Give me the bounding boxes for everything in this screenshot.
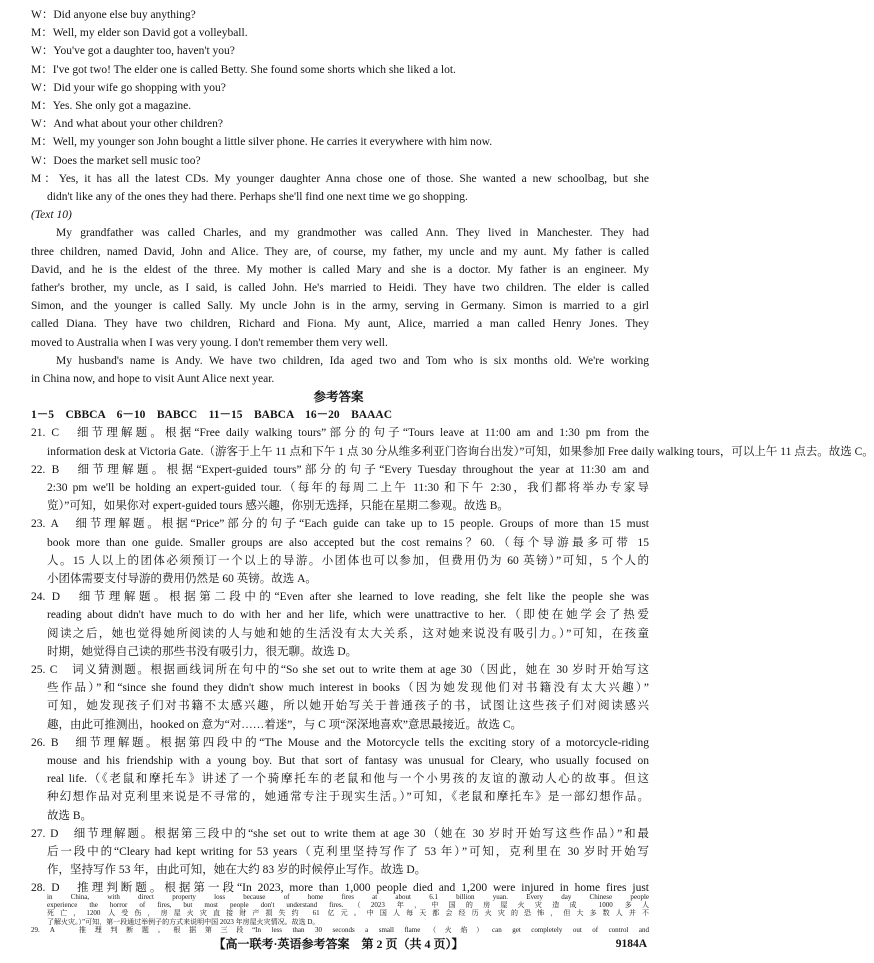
text10-label: (Text 10) (31, 209, 72, 221)
explanation-line: 27. D 细节理解题。根据第三段中的“she set out to write them at age 30（她在 30 岁时开始写这些作品）”和最 (31, 828, 649, 840)
explanation-line: 23. A 细节理解题。根据“Price”部分的句子“Each guide can take up to 15 people. Groups of more than 15 must (31, 518, 649, 530)
explanation-line: 2:30 pm we'll be holding an expert-guided tour.（每年的每周二上午 11:30 和下午 2:30，我们都将举办专家导 (47, 482, 649, 494)
explanation-line: 时期，她觉得自己读的那些书没有吸引力，很无聊。故选 D。 (47, 646, 358, 658)
explanation-line: 29. A 推理判断题。根据第三段“In less than 30 seconds a small flame（火焰）can get completely out of control and (31, 925, 649, 934)
explanation-line: 24. D 细节理解题。根据第二段中的“Even after she learned to love reading, she felt like the people she was (31, 591, 649, 603)
explanation-line: mouse and his friendship with a young boy. But that sort of fantasy was unusual for Cleary, who usually focused on (47, 755, 649, 767)
explanation-line: reading about didn't have much to do with her and her life, which were unattractive to her.（即使在她学会了热爱 (47, 609, 649, 621)
explanation-line: experience the horror of fires, but most people don't understand fires.（2023 年，中国的房屋火灾造成 1000 多人 (47, 901, 649, 910)
text10-line: My husband's name is Andy. We have two children, Ida aged two and Tom who is six months old. We're working (56, 355, 649, 367)
explanation-line: 阅读之后，她也觉得她所阅读的人与她和她的生活没有太大关系，这对她来说没有吸引力。）”可知，在孩童 (47, 628, 649, 640)
dialogue-line: W：Does the market sell music too? (31, 155, 201, 167)
explanation-line: 作，坚持写作 53 年，由此可知，她在大约 83 岁的时候停止写作。故选 D。 (47, 864, 427, 876)
explanation-line: 人。15 人以上的团体必须预订一个以上的导游。小团体也可以参加，但费用仍为 60 英镑）”可知，5 个人的 (47, 555, 649, 567)
explanation-line: 21. C 细节理解题。根据“Free daily walking tours”部分的句子“Tours leave at 11:00 am and 1:30 pm from the (31, 427, 649, 439)
explanation-line: real life.（《老鼠和摩托车》讲述了一个骑摩托车的老鼠和他与一个小男孩的友谊的激动人心的故事。但这 (47, 773, 649, 785)
text10-line: father's brother, my uncle, as I said, is called John. He's married to Heidi. They have two children. The elder is called (31, 282, 649, 294)
text10-line: moved to Australia when I was very young. I don't remember them very well. (31, 337, 388, 349)
explanation-line: in China, with direct property loss because of home fires at about 6.1 billion yuan. Every day Chinese people (47, 893, 649, 901)
dialogue-line: W：Did your wife go shopping with you? (31, 82, 226, 94)
answers-title: 参考答案 (313, 390, 364, 404)
dialogue-line: W：You've got a daughter too, haven't you? (31, 45, 235, 57)
text10-line: My grandfather was called Charles, and my grandmother was called Ann. They lived in Manchester. They had (56, 227, 649, 239)
dialogue-line: W：Did anyone else buy anything? (31, 9, 196, 21)
explanation-line: 死亡，1200 人受伤，房屋火灾直接财产损失约 61 亿元。中国人每天都会经历火灾的恐怖，但大多数人并不 (47, 909, 649, 918)
explanation-line: 种幻想作品对克利里来说是不寻常的，她通常专注于现实生活。）”可知，《老鼠和摩托车》是一部幻想作品。 (47, 791, 649, 803)
page-footer (0, 935, 677, 955)
explanation-line: 览）”可知，如果你对 expert-guided tours 感兴趣，你别无选择，只能在星期二参观。故选 B。 (47, 500, 509, 512)
footer-text: 【高一联考·英语参考答案 第 2 页（共 4 页）】 (213, 937, 464, 951)
text10-line: David, and he is the eldest of the three. My mother is called Mary and she is a doctor. My father is an engineer. My (31, 264, 649, 276)
page-code: 9184A (615, 938, 647, 950)
explanation-line: 28. D 推理判断题。根据第一段“In 2023, more than 1,000 people died and 1,200 were injured in home fires just (31, 882, 649, 894)
text10-line: three children, named David, John and Alice. They are, of course, my father, my uncle and my aunt. My father is called (31, 246, 649, 258)
explanation-line: 趣，由此可推测出，hooked on 意为“对……着迷”，与 C 项“深深地喜欢”意思最接近。故选 C。 (47, 719, 522, 731)
dialogue-line: M：Well, my younger son John bought a little silver phone. He carries it everywhere with him now. (31, 136, 493, 148)
explanation-line: 了解火灾。）”可知，第一段通过举例子的方式来说明中国 2023 年房屋火灾情况。故选 D。 (47, 917, 320, 926)
dialogue-line: W：And what about your other children? (31, 118, 223, 130)
dialogue-line: M：I've got two! The elder one is called Betty. She found some shorts which she liked a lot. (31, 64, 456, 76)
dialogue-line: M：Well, my elder son David got a volleyball. (31, 27, 248, 39)
explanation-line: information desk at Victoria Gate.（游客于上午 11 点和下午 1 点 30 分从维多利亚门咨询台出发）”可知，如果参加 Free daily walking tours，可以上午 11 点去。故选 C。 (47, 446, 874, 458)
answer-key: 1－5 CBBCA 6－10 BABCC 11－15 BABCA 16－20 BAAAC (31, 409, 393, 421)
text10-line: called Diana. They have two children, Richard and Fiona. My aunt, Alice, married a man called Henry Jones. They (31, 318, 649, 330)
explanation-line: 些作品）”和“since she found they didn't show much interest in books（因为她发现他们对书籍没有太大兴趣）” (47, 682, 649, 694)
explanation-line: 小团体需要支付导游的费用仍然是 60 英镑。故选 A。 (47, 573, 317, 585)
explanation-line: 故选 B。 (47, 810, 93, 822)
dialogue-line: M：Yes, it has all the latest CDs. My younger daughter Anna chose one of those. She wanted a new schoolbag, but she (31, 173, 649, 185)
explanation-line: 26. B 细节理解题。根据第四段中的“The Mouse and the Motorcycle tells the exciting story of a motorcycle-riding (31, 737, 649, 749)
explanation-line: book more than one guide. Smaller groups are also accepted but the cost remains？60.（每个导游最多可带 15 (47, 537, 649, 549)
text10-line: in China now, and hope to visit Aunt Alice next year. (31, 373, 275, 385)
explanation-line: 25. C 词义猜测题。根据画线词所在句中的“So she set out to write them at age 30（因此，她在 30 岁时开始写这 (31, 664, 649, 676)
text10-line: Simon, and the younger is called Sally. My uncle John is in the army, serving in Germany. Simon is married to a girl (31, 300, 649, 312)
explanation-line: 22. B 细节理解题。根据“Expert-guided tours”部分的句子“Every Tuesday throughout the year at 11:30 am and (31, 464, 649, 476)
explanation-line: 后一段中的“Cleary had kept writing for 53 years（克利里坚持写作了 53 年）”可知，克利里在 30 岁时开始写 (47, 846, 649, 858)
dialogue-line: M：Yes. She only got a magazine. (31, 100, 192, 112)
explanation-line: 可知，她发现孩子们对书籍不太感兴趣，所以她开始写关于普通孩子的书，试图让这些孩子们对阅读感兴 (47, 700, 649, 712)
dialogue-line: didn't like any of the ones they had there. Perhaps she'll find one next time we go shopping. (47, 191, 468, 203)
